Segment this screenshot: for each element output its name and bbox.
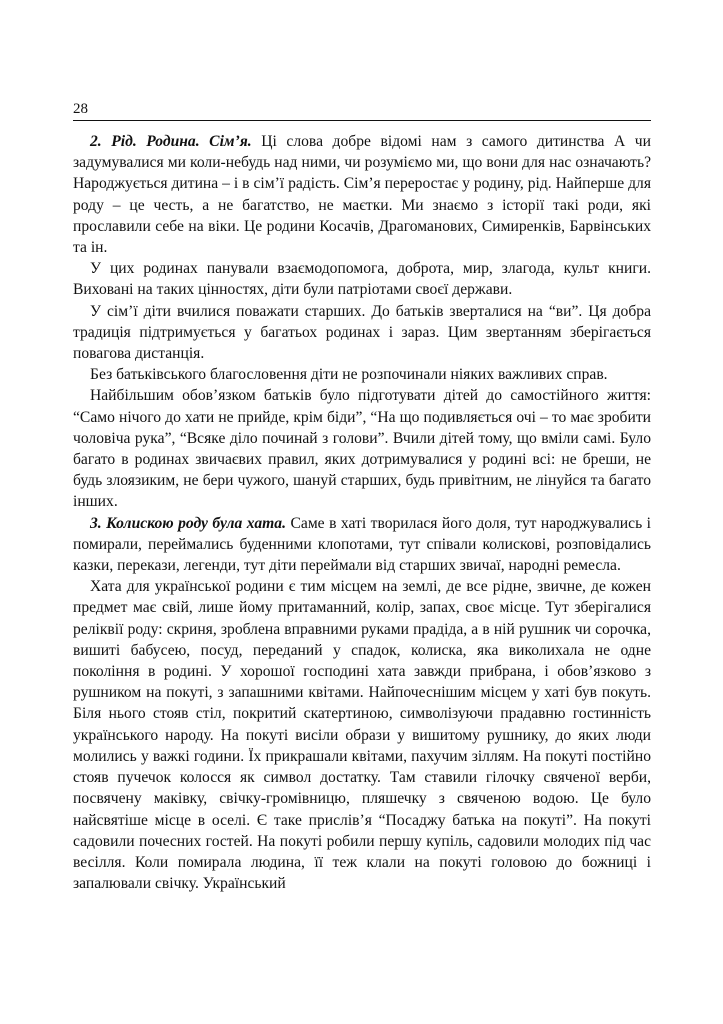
header-rule — [73, 120, 651, 121]
paragraph-text: У сім’ї діти вчилися поважати старших. До батьків зверталися на “ви”. Ця добра традиція підтримується у багатьох родинах і зараз. Цим звертанням зберігається повагова дистанція. — [73, 302, 651, 363]
paragraph-text: Саме в хаті творилася його доля, тут народжувались і помирали, переймались буденними клопотами, тут співали колискові, розповідались казки, перекази, легенди, тут діти переймали від старших звичаї, народні ремесла. — [73, 514, 651, 575]
paragraph-text: Найбільшим обов’язком батьків було підготувати дітей до самостійного життя: “Само нічого до хати не прийде, крім біди”, “На що подивляється очі – то має зробити чоловіча рука”, “Всяке діло починай з голови”. Вчили дітей тому, що вміли самі. Було багато в родинах звичаєвих правил, яких дотримувалися у родині всі: не бреши, не будь злоязиким, не бери чужого, шануй старших, будь привітним, не лінуйся та багато інших. — [73, 387, 651, 511]
paragraph — [73, 301, 651, 365]
body-text — [73, 131, 651, 894]
paragraph-family-section — [73, 131, 651, 258]
paragraph-text: Без батьківського благословення діти не розпочинали ніяких важливих справ. — [90, 366, 608, 384]
paragraph-text: У цих родинах панували взаємодопомога, доброта, мир, злагода, культ книги. Виховані на таких цінностях, діти були патріотами своєї держави. — [73, 260, 651, 299]
section-heading-family: 2. Рід. Родина. Сім’я. — [90, 133, 252, 150]
paragraph-house-section — [73, 513, 651, 577]
paragraph — [73, 576, 651, 894]
page-number: 28 — [73, 101, 88, 117]
book-page — [73, 100, 651, 894]
paragraph — [73, 364, 651, 385]
section-heading-house: 3. Колискою роду була хата. — [90, 514, 287, 532]
paragraph — [73, 258, 651, 300]
paragraph-text: Хата для української родини є тим місцем на землі, де все рідне, звичне, де кожен предмет має свій, лише йому притаманний, колір, запах, своє місце. Тут зберігалися реліквії роду: скриня, зроблена вправними руками прадіда, а в ній рушник чи сорочка, вишиті бабусею, посуд, переданий у спадок, колиска, яка виколихала не одне покоління в родині. У хорошої господині хата завжди прибрана, і обов’язково з рушником на покуті, з запашними квітами. Найпочеснішим місцем у хаті був покуть. Біля нього стояв стіл, покритий скатертиною, символізуючи прадавню гостинність українського народу. На покуті висіли образи у вишитому рушнику, до яких люди молились у важкі години. Їх прикрашали квітами, пахучим зіллям. На покуті постійно стояв пучечок колосся як символ достатку. Там ставили гілочку свяченої верби, посвячену маківку, свічку-громівницю, пляшечку з свяченою водою. Це було найсвятіше місце в оселі. Є таке прислів’я “Посаджу батька на покуті”. На покуті садовили почесних гостей. На покуті робили першу купіль, садовили молодих під час весілля. Коли помирала людина, її теж клали на покуті головою до божниці і запалювали свічку. Український — [73, 578, 651, 893]
paragraph — [73, 385, 651, 512]
paragraph-text: Ці слова добре відомі нам з самого дитинства А чи задумувалися ми коли-небудь над ними, чи розуміємо ми, що вони для нас означають? Народжується дитина – і в сім’ї радість. Сім’я переростає у родину, рід. Найперше для роду – це честь, а не багатство, не маєтки. Ми знаємо з історії такі роди, які прославили себе на віки. Це родини Косачів, Драгоманових, Симиренків, Барвінських та ін. — [73, 133, 651, 257]
